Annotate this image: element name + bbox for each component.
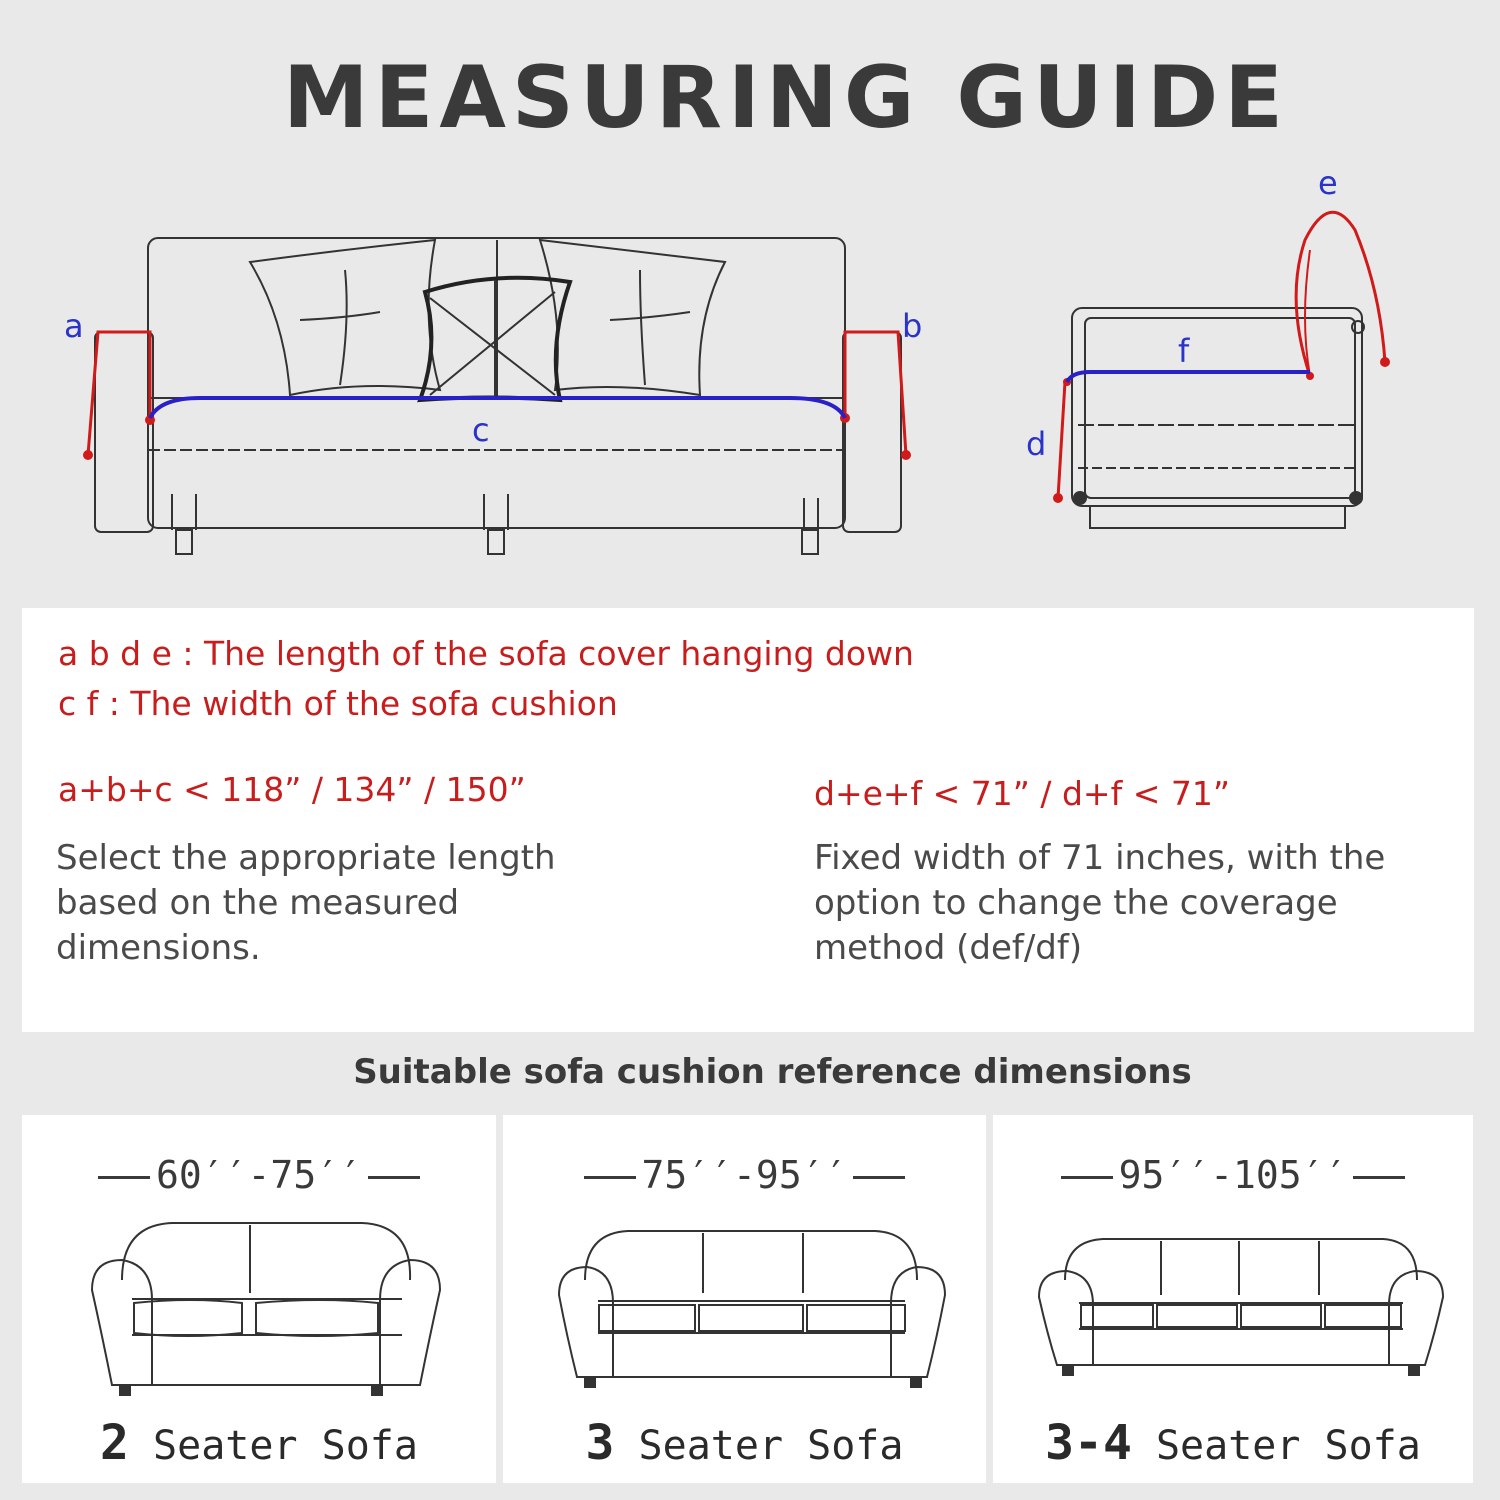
label-3-4-seater: 3-4 Seater Sofa — [1045, 1415, 1421, 1471]
page-title: MEASURING GUIDE — [283, 48, 1289, 148]
label-a: a — [64, 307, 84, 345]
label-2-seater: 2 Seater Sofa — [100, 1415, 418, 1471]
side-sofa-drawing — [1072, 308, 1364, 528]
range-3-4-seater: 95′′-105′′ — [993, 1153, 1473, 1197]
hanging-length-markers — [88, 212, 1385, 498]
legend-cushion: c f : The width of the sofa cushion — [58, 684, 618, 723]
left-formula: a+b+c < 118” / 134” / 150” — [58, 770, 526, 809]
right-formula: d+e+f < 71” / d+f < 71” — [814, 774, 1230, 813]
card-2-seater — [22, 1115, 496, 1483]
label-b: b — [902, 307, 923, 345]
legend-hanging: a b d e : The length of the sofa cover hanging down — [58, 634, 914, 673]
sofa-3-4-seater-icon — [993, 1115, 1473, 1415]
label-f: f — [1178, 332, 1190, 370]
label-e: e — [1318, 164, 1338, 202]
range-2-seater: 60′′-75′′ — [22, 1153, 496, 1197]
reference-title: Suitable sofa cushion reference dimensions — [353, 1052, 1192, 1092]
card-3-seater — [503, 1115, 986, 1483]
range-3-seater: 75′′-95′′ — [503, 1153, 986, 1197]
card-3-4-seater — [993, 1115, 1473, 1483]
label-c: c — [472, 411, 490, 449]
measuring-diagram — [0, 0, 1500, 600]
info-panel — [22, 608, 1474, 1032]
label-d: d — [1026, 425, 1047, 463]
sofa-2-seater-icon — [22, 1115, 496, 1415]
right-description: Fixed width of 71 inches, with the option to change the coverage method (def/df) — [814, 838, 1386, 968]
left-description: Select the appropriate length based on the measured dimensions. — [56, 838, 556, 968]
sofa-3-seater-icon — [503, 1115, 986, 1415]
measure-endpoints — [83, 357, 1390, 503]
label-3-seater: 3 Seater Sofa — [585, 1415, 904, 1471]
cushion-width-markers — [150, 372, 1310, 418]
